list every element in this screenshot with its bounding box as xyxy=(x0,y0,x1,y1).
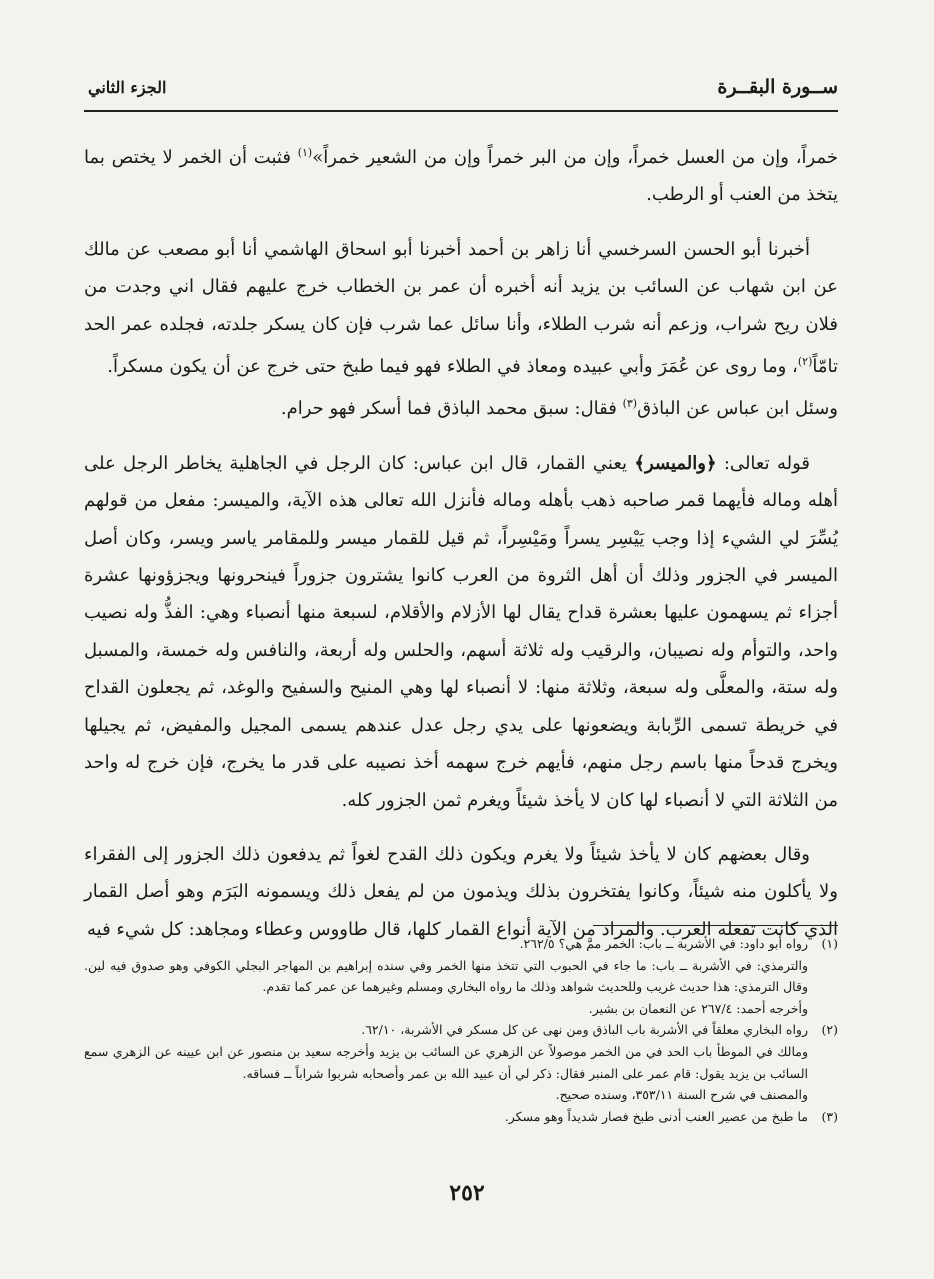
footnote-2 xyxy=(84,1019,838,1041)
p1-tail: فثبت أن الخمر لا يختص بما يتخذ من العنب أو الرطب. xyxy=(84,147,838,206)
footnote-ref-2: (٢) xyxy=(797,355,813,369)
footnote-ref-1: (١) xyxy=(297,146,313,159)
surah-title: ســورة البقــرة xyxy=(717,76,838,98)
footnote-3 xyxy=(84,1106,838,1128)
paragraph-maysir xyxy=(84,445,838,819)
footnote-1-cont-1: والترمذي: في الأشربة ــ باب: ما جاء في الحبوب التي تتخذ منها الخمر وفي سنده إبراهيم بن المهاجر البجلي الكوفي وهو صدوق فيه لين. وقال الترمذي: هذا حديث غريب وللحديث شواهد وذلك ما رواه البخاري ومسلم وغيرهما عن عمر كما تقدم. xyxy=(84,957,808,995)
main-text xyxy=(84,134,838,965)
page-number: ٢٥٢ xyxy=(449,1180,485,1206)
paragraph-5 xyxy=(84,836,838,948)
p1-text: خمراً، وإن من العسل خمراً، وإن من البر خمراً وإن من الشعير خمراً» xyxy=(312,147,838,168)
quran-quote: ﴿والميسر﴾ xyxy=(634,452,717,474)
footnote-ref-3: (٣) xyxy=(622,397,638,411)
footnote-2-cont-1: ومالك في الموطأ باب الحد في من الخمر موصولاً عن الزهري عن السائب بن يزيد وأخرجه سعيد بن منصور عن ابن عيينه عن الزهري سمع السائب بن يزيد يقول: قام عمر على المنبر فقال: ذكر لي أن عبيد الله بن عمر وأصحابه شربوا شراباً ــ فساقه. xyxy=(84,1043,808,1081)
p4-text: يعني القمار، قال ابن عباس: كان الرجل في الجاهلية يخاطر الرجل على أهله وماله فأيهما قمر صاحبه ذهب بأهله وماله فأنزل الله تعالى هذه الآية، والميسر: مفعل من قولهم يُسِّرَ لي الشيء إذا وجب يَيْسِر يسراً ومَيْسِراً، ثم قيل للقمار ميسر وللمقامر ياسر ويسر، وكان أصل الميسر في الجزور وذلك أن أهل الثروة من العرب كانوا يشترون جزوراً فينحرونها ويجزؤونها عشرة أجزاء ثم يسهمون عليها بعشرة قداح يقال لها الأزلام والأقلام، لسبعة منها أنصباء وهي: الفذُّ وله نصيب واحد، والتوأم وله نصيبان، والرقيب وله ثلاثة أسهم، والحلس وله أربعة، والنافس وله خمسة، والمسبل وله ستة، والمعلَّى وله سبعة، وثلاثة منها: لا أنصباء لها وهي المنيح والسفيح والوغد، ثم يجعلون القداح في خريطة تسمى الرِّبابة ويضعونها على يدي رجل عدل عندهم يسمى المجيل والمفيض، ثم يجيلها ويخرج قدحاً منها باسم رجل منهم، فأيهم خرج سهمه أخذ نصيبه على قدر ما يخرج، فإن خرج له واحد من الثلاثة التي لا أنصباء لها كان لا يأخذ شيئاً ويغرم ثمن الجزور كله. xyxy=(84,452,838,811)
paragraph-1 xyxy=(84,134,838,214)
p3-text-a: وسئل ابن عباس عن الباذق xyxy=(637,398,838,420)
footnote-1 xyxy=(84,933,838,955)
p2-text-a: أخبرنا أبو الحسن السرخسي أنا زاهر بن أحمد أخبرنا أبو اسحاق الهاشمي أنا أبو مصعب عن مالك عن ابن شهاب عن السائب بن يزيد أنه أخبره أن عمر بن الخطاب خرج عليهم فقال اني وجدت من فلان ريح شراب، وزعم أنه شرب الطلاء، وأنا سائل عما شرب فإن كان يسكر جلدته، فجلده عمر الحد تامّاً xyxy=(84,238,838,378)
header-rule xyxy=(84,110,838,112)
footnote-3-text: ما طبخ من عصير العنب أدنى طبخ فصار شديداً وهو مسكر. xyxy=(504,1108,808,1124)
footnote-1-text: رواه أبو داود: في الأشربة ــ باب: الخمر ممَّ هي؟ ٢٦٢/٥. xyxy=(519,936,808,951)
footnote-3-number: (٣) xyxy=(821,1108,838,1124)
p2-text-b: ، وما روى عن عُمَرَ وأبي عبيده ومعاذ في الطلاء فهو فيما طبخ حتى خرج عن أن يكون مسكراً. xyxy=(107,356,798,378)
footnote-2-number: (٢) xyxy=(821,1022,838,1038)
p3-text-b: فقال: سبق محمد الباذق فما أسكر فهو حرام. xyxy=(280,398,623,420)
footnote-1-number: (١) xyxy=(821,936,838,951)
footnotes xyxy=(84,933,838,1127)
paragraph-2 xyxy=(84,231,838,428)
p4-lead: قوله تعالى: xyxy=(716,452,810,474)
part-title: الجزء الثاني xyxy=(88,78,167,97)
footnote-2-text: رواه البخاري معلقاً في الأشربة باب الباذق ومن نهى عن كل مسكر في الأشربة، ٦٢/١٠. xyxy=(361,1022,808,1038)
page-header xyxy=(88,64,838,104)
footnote-rule xyxy=(593,925,838,926)
p5-text: وقال بعضهم كان لا يأخذ شيئاً ولا يغرم ويكون ذلك القدح لغواً ثم يدفعون ذلك الجزور إلى الفقراء ولا يأكلون منه شيئاً، وكانوا يفتخرون بذلك ويذمون من لم يفعل ذلك ويسمونه البَرَم وهو أصل القمار الذي كانت تفعله العرب. والمراد من الآية أنواع القمار كلها، قال طاووس وعطاء ومجاهد: كل شيء فيه xyxy=(84,843,838,940)
footnote-2-cont-2: والمصنف في شرح السنة ٣٥٣/١١، وسنده صحيح. xyxy=(555,1087,808,1103)
footnote-1-cont-2: وأخرجه أحمد: ٢٦٧/٤ عن النعمان بن بشير. xyxy=(588,1000,808,1016)
